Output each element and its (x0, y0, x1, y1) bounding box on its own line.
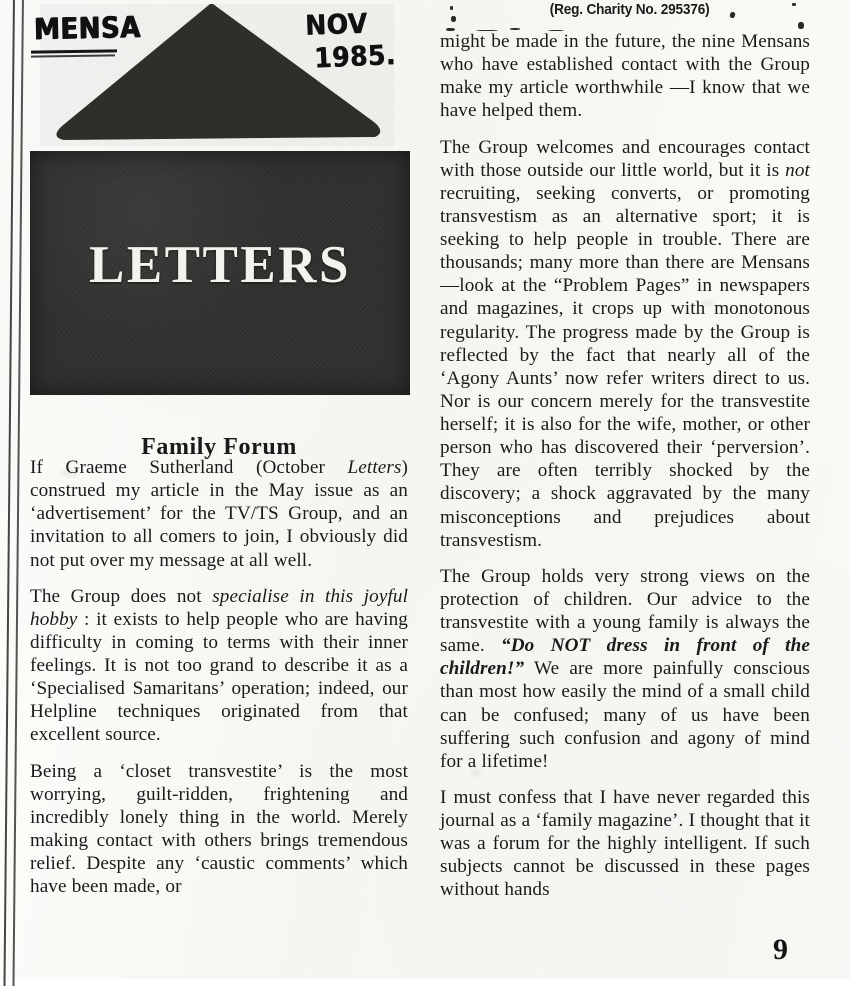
left-column-body (30, 456, 408, 898)
scan-speck (798, 22, 804, 29)
text-run: Being a ‘closet transvestite’ is the most worrying, guilt-ridden, frightening and incredibly lonely thing in the world. Merely making contact with others brings tremendous relief. Despite any ‘caustic comments’ which have been made, or (30, 760, 408, 898)
paragraph (440, 136, 810, 552)
paragraph (440, 30, 810, 123)
italic-run: not (785, 159, 810, 181)
text-run: recruiting, seeking converts, or promoting transvestism as an alternative sport; it is seeking to help people in trouble. There are thousands; many more than there are Mensans—look at the “Problem Pages” in newspapers and magazines, it crops up with monotonous regularity. The progress made by the Group is reflected by the fact that nearly all of the ‘Agony Aunts’ now refer writers direct to us. Nor is our concern merely for the transvestite herself; it is also for the wife, mother, or other person who has discovered their ‘perversion’. They are often terribly shocked by the discovery; a shock aggravated by the many misconceptions and prejudices about transvestism. (440, 182, 810, 551)
masthead (28, 0, 410, 400)
text-run: might be made in the future, the nine Mensans who have established contact with the Group make my article worthwhile —I know that we have helped them. (440, 31, 810, 122)
right-column-body (440, 30, 810, 902)
paragraph (30, 585, 408, 747)
left-column (28, 0, 410, 979)
text-run: I must confess that I have never regarded this journal as a ‘family magazine’. I thought that it was a forum for the highly intelligent. If such subjects cannot be discussed in these pages without hands (440, 786, 810, 901)
paragraph (30, 456, 408, 572)
scan-speck (792, 3, 796, 6)
paragraph (30, 760, 408, 899)
scan-edge-rule-inner-icon (12, 0, 23, 986)
text-run: ) construed my article in the May issue as an ‘advertisement’ for the TV/TS Group, and an invitation to all comers to join, I obviously did not put over my message at all well. (30, 457, 408, 571)
envelope-body-icon (30, 151, 410, 395)
bold-italic-run: “Do NOT dress in front of the children!” (440, 635, 810, 680)
text-run: : it exists to help people who are having difficulty in coming to terms with their inner feelings. It is not too grand to describe it as a ‘Specialised Samaritans’ operation; indeed, our Helpline techniques originated from that excellent source. (30, 608, 408, 746)
issue-year-handwritten: 1985. (313, 38, 397, 75)
text-run: The Group holds very strong views on the protection of children. Our advice to the transvestite with a young family is always the same. (440, 565, 810, 657)
page-number: 9 (773, 933, 788, 966)
charity-registration-line: (Reg. Charity No. 295376) (549, 2, 710, 18)
italic-run: Letters (347, 457, 402, 478)
issue-month-handwritten: NOV (304, 7, 368, 42)
paragraph (440, 786, 810, 902)
mensa-handwritten-wordmark: MENSA (33, 11, 142, 47)
text-run: The Group does not (30, 585, 213, 607)
paragraph (440, 565, 810, 773)
italic-run: specialise in this joyful hobby (30, 585, 408, 630)
text-run: The Group welcomes and encourages contact with those outside our little world, but it is (440, 136, 810, 181)
right-column (440, 0, 812, 979)
section-title-letters: LETTERS (88, 236, 351, 294)
scan-speck (451, 16, 456, 22)
text-run: We are more painfully conscious than most how easily the mind of a small child can be confused; many of us have been suffering such confusion and agony of mind for a lifetime! (440, 658, 810, 772)
scan-speck (450, 6, 453, 10)
text-run: If Graeme Sutherland (October (30, 457, 348, 478)
article-heading: Family Forum (141, 434, 297, 461)
